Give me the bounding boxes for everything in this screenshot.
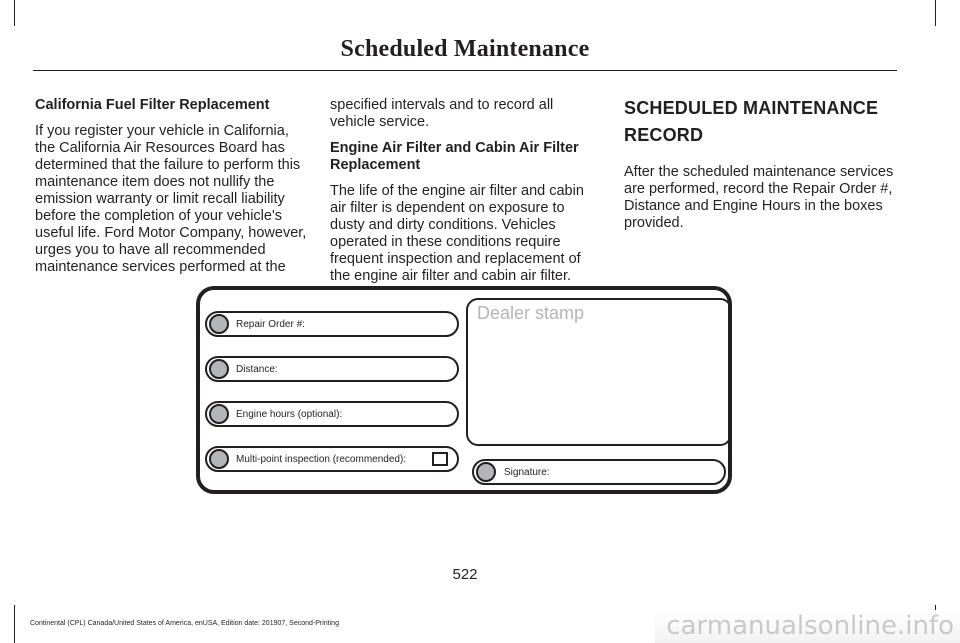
- multi-point-inspection-field[interactable]: [205, 446, 459, 472]
- circle-marker-icon: [209, 449, 229, 469]
- watermark: carmanualsonline.info: [655, 610, 960, 643]
- engine-hours-label: Engine hours (optional):: [236, 408, 343, 420]
- signature-field[interactable]: [472, 459, 726, 485]
- page-number: 522: [452, 566, 478, 583]
- signature-label: Signature:: [504, 466, 550, 478]
- dealer-stamp-box: [466, 298, 732, 446]
- inspection-checkbox[interactable]: [432, 452, 448, 466]
- repair-order-label: Repair Order #:: [236, 318, 305, 330]
- maintenance-record-card: [196, 286, 732, 494]
- crop-mark-bottom-left: [14, 605, 15, 643]
- record-heading-line2: RECORD: [624, 125, 704, 145]
- repair-order-field[interactable]: [205, 311, 459, 337]
- record-heading-line1: SCHEDULED MAINTENANCE: [624, 98, 879, 118]
- distance-label: Distance:: [236, 363, 278, 375]
- continuation-paragraph: specified intervals and to record all vehicle service.: [330, 97, 554, 130]
- air-filter-paragraph: The life of the engine air filter and cabin air filter is dependent on exposure to dusty and dirty conditions. Vehicles operated in these conditions require frequent inspection and replacement of the engine air filter and cabin air filter.: [330, 183, 584, 284]
- engine-hours-field[interactable]: [205, 401, 459, 427]
- california-filter-heading: California Fuel Filter Replacement: [35, 97, 270, 113]
- middle-column: [330, 97, 602, 294]
- multi-point-inspection-label: Multi-point inspection (recommended):: [236, 453, 407, 465]
- california-filter-paragraph: If you register your vehicle in California, the California Air Resources Board has determined that the failure to perform this maintenance item does not nullify the emission warranty or limit recall liability before the completion of your vehicle's useful life. Ford Motor Company, however, urges you to have all recommended maintenance services performed at the: [35, 123, 307, 275]
- circle-marker-icon: [209, 314, 229, 334]
- distance-field[interactable]: [205, 356, 459, 382]
- right-column: [624, 98, 894, 241]
- air-filter-heading: Engine Air Filter and Cabin Air Filter Replacement: [330, 140, 579, 173]
- edition-footer: Continental (CPL) Canada/United States of America, enUSA, Edition date: 201907, Second-Printing: [30, 620, 339, 627]
- circle-marker-icon: [209, 404, 229, 424]
- header-rule: [33, 70, 897, 71]
- left-column: [35, 97, 307, 285]
- circle-marker-icon: [476, 462, 496, 482]
- page-title: Scheduled Maintenance: [340, 36, 590, 62]
- crop-mark-top-right: [935, 0, 936, 26]
- circle-marker-icon: [209, 359, 229, 379]
- dealer-stamp-label: Dealer stamp: [477, 303, 585, 323]
- crop-mark-top-left: [14, 0, 15, 26]
- record-paragraph: After the scheduled maintenance services are performed, record the Repair Order #, Distance and Engine Hours in the boxes provided.: [624, 164, 894, 231]
